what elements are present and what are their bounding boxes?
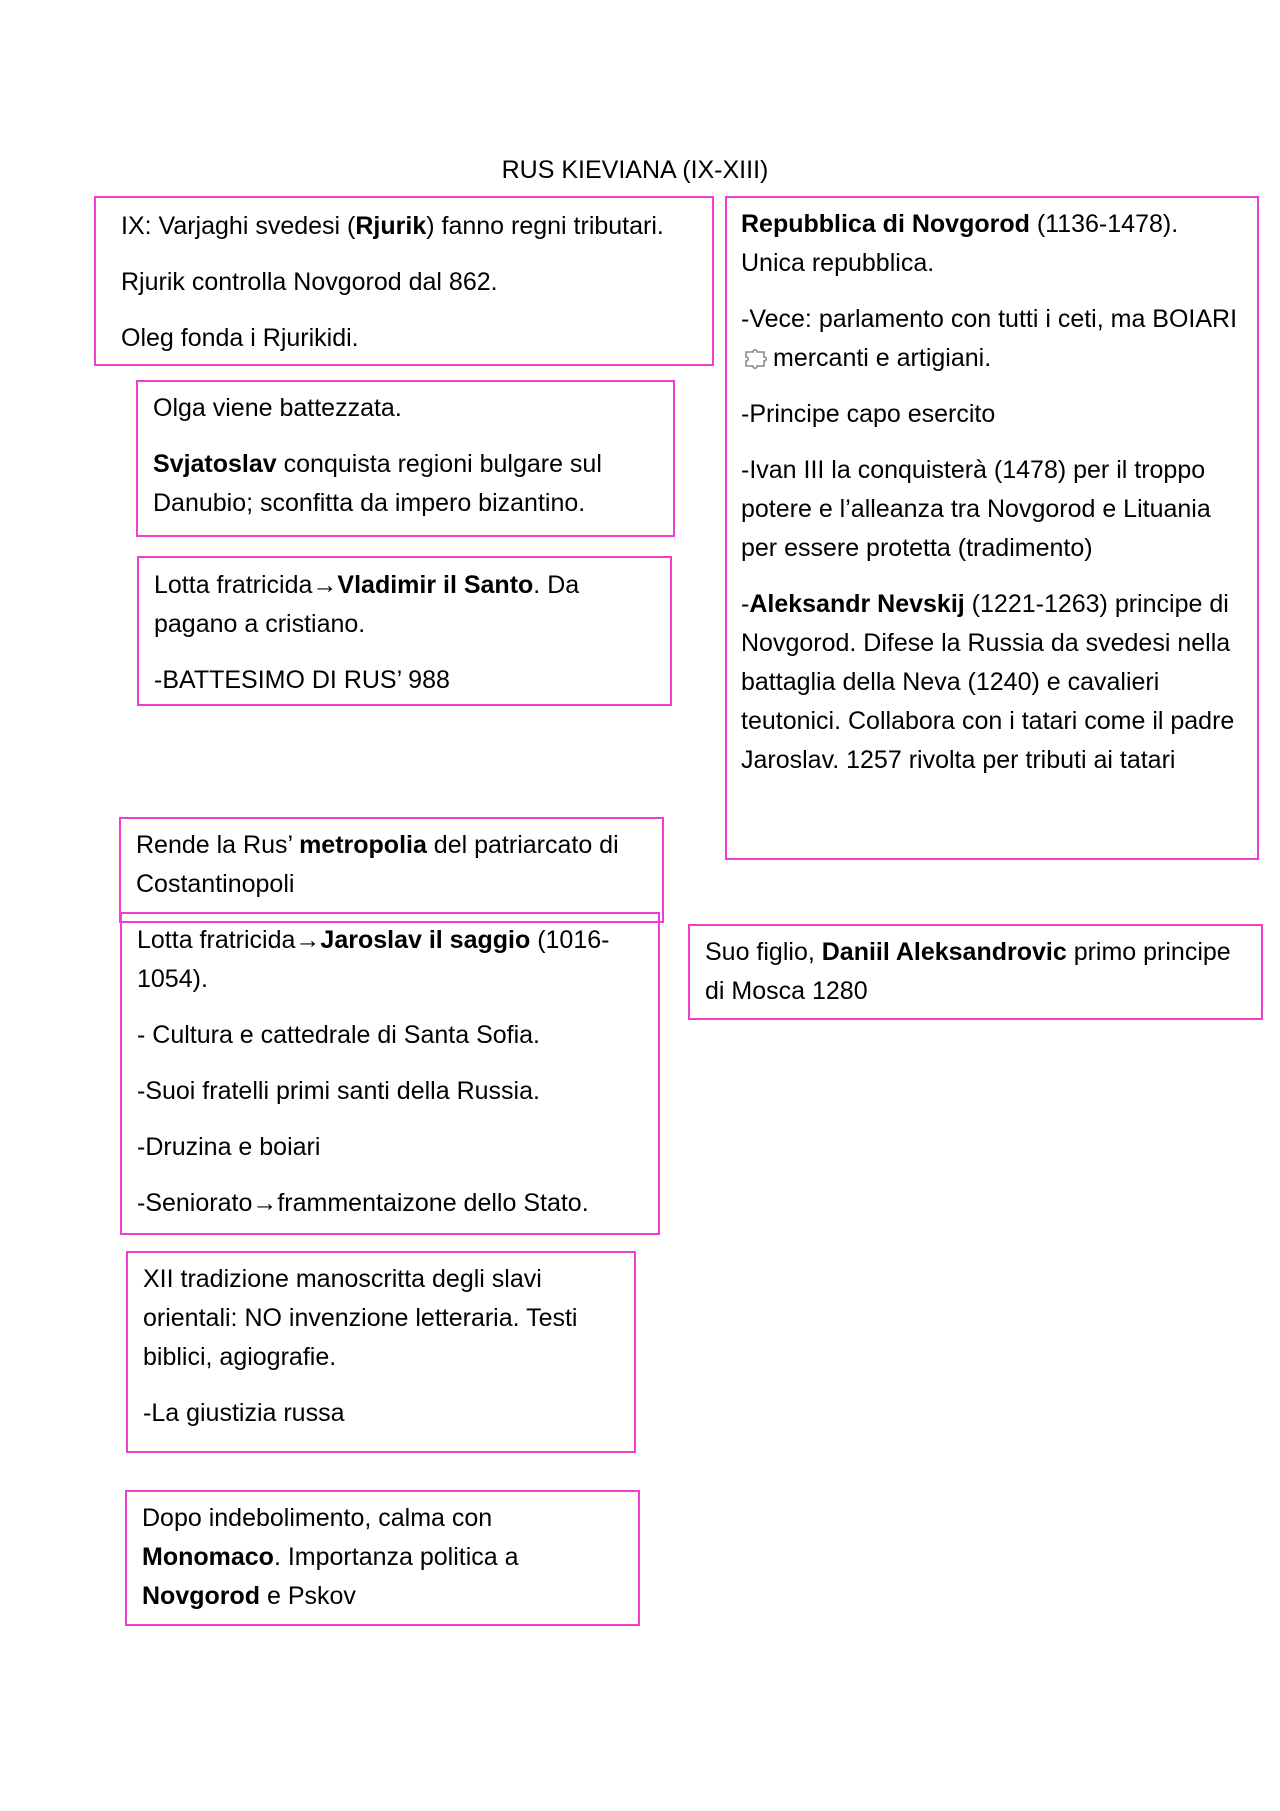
note-line: Rjurik controlla Novgorod dal 862.: [121, 268, 498, 296]
note-line: -Aleksandr Nevskij (1221-1263) principe di Novgorod. Difese la Russia da svedesi nella battaglia della Neva (1240) e cavalieri teutonici. Collabora con i tatari come il padre Jaroslav. 1257 rivolta per tributi ai tatari: [741, 590, 1235, 774]
note-line: -La giustizia russa: [143, 1399, 345, 1427]
note-line: Oleg fonda i Rjurikidi.: [121, 324, 359, 352]
note-box-jaroslav: [120, 912, 660, 1235]
note-line: -Suoi fratelli primi santi della Russia.: [137, 1077, 540, 1105]
note-line: Olga viene battezzata.: [153, 394, 402, 422]
note-line: -Vece: parlamento con tutti i ceti, ma BOIARI mercanti e artigiani.: [741, 305, 1238, 372]
note-line: Suo figlio, Daniil Aleksandrovic primo principe di Mosca 1280: [705, 938, 1231, 1005]
note-line: -Ivan III la conquisterà (1478) per il troppo potere e l’alleanza tra Novgorod e Lituania per essere protetta (tradimento): [741, 456, 1211, 562]
page-title: RUS KIEVIANA (IX-XIII): [501, 156, 769, 184]
note-box-monomaco: [125, 1490, 640, 1626]
note-box-daniil: [688, 924, 1263, 1020]
note-line: IX: Varjaghi svedesi (Rjurik) fanno regni tributari.: [121, 212, 664, 240]
note-box-olga: [136, 380, 675, 537]
note-line: -BATTESIMO DI RUS’ 988: [154, 666, 450, 694]
note-line: - Cultura e cattedrale di Santa Sofia.: [137, 1021, 541, 1049]
note-line: -Druzina e boiari: [137, 1133, 321, 1161]
note-line: -Seniorato→frammentaizone dello Stato.: [137, 1189, 589, 1217]
note-box-varjaghi: [94, 196, 714, 366]
arrow-right-icon: →: [295, 926, 321, 954]
note-line: Lotta fratricida→Jaroslav il saggio (1016-1054).: [137, 926, 610, 993]
note-box-novgorod: [725, 196, 1259, 860]
note-line: Rende la Rus’ metropolia del patriarcato di Costantinopoli: [136, 831, 619, 898]
note-line: XII tradizione manoscritta degli slavi orientali: NO invenzione letteraria. Testi biblici, agiografie.: [143, 1265, 578, 1371]
note-box-tradizione: [126, 1251, 636, 1453]
note-line: Repubblica di Novgorod (1136-1478). Unica repubblica.: [741, 210, 1179, 277]
note-line: Svjatoslav conquista regioni bulgare sul Danubio; sconfitta da impero bizantino.: [153, 450, 602, 517]
arrow-right-icon: →: [312, 571, 338, 599]
note-line: -Principe capo esercito: [741, 400, 996, 428]
note-line: Lotta fratricida→Vladimir il Santo. Da pagano a cristiano.: [154, 571, 580, 638]
note-box-metropolia: [119, 817, 664, 923]
note-box-vladimir: [137, 556, 672, 706]
missing-symbol-icon: [743, 344, 771, 368]
note-line: Dopo indebolimento, calma con Monomaco. Importanza politica a Novgorod e Pskov: [142, 1504, 519, 1610]
arrow-right-icon: →: [252, 1189, 278, 1217]
